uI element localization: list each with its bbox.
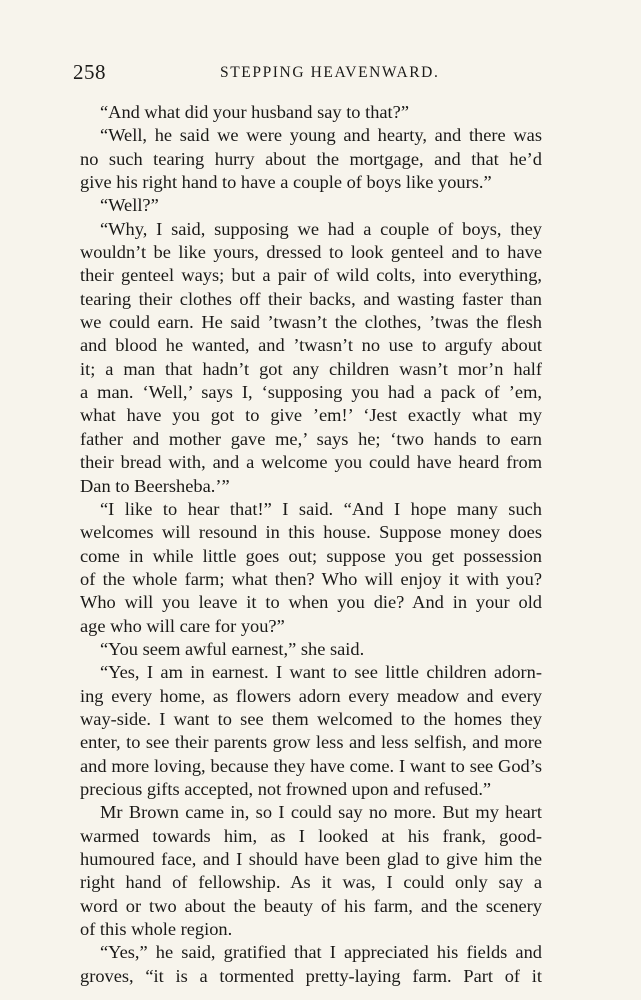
text-line: ing every home, as flowers adorn every meadow and every — [80, 685, 542, 706]
running-title: STEPPING HEAVENWARD. — [220, 64, 440, 81]
text-line: it; a man that hadn’t got any children wasn’t mor’n half — [80, 358, 542, 379]
text-line: father and mother gave me,’ says he; ‘two hands to earn — [80, 428, 542, 449]
body-text — [80, 101, 542, 988]
text-line: their genteel ways; but a pair of wild colts, into everything, — [80, 265, 542, 286]
text-line: Dan to Beersheba.’” — [80, 475, 230, 496]
text-line: humoured face, and I should have been glad to give him the — [80, 849, 542, 869]
text-line: their bread with, and a welcome you could have heard from — [80, 452, 542, 473]
text-line: of this whole region. — [80, 919, 233, 940]
text-line: tearing their clothes off their backs, and wasting faster than — [80, 288, 542, 309]
text-line: groves, “it is a tormented pretty-laying farm. Part of it — [80, 965, 542, 986]
text-line: “Well?” — [100, 195, 159, 216]
text-line: “And what did your husband say to that?” — [100, 102, 409, 122]
text-line: right hand of fellowship. As it was, I could only say a — [80, 872, 542, 893]
page-number: 258 — [73, 60, 106, 84]
text-line: “Why, I said, supposing we had a couple of boys, they — [100, 218, 542, 239]
text-line: and more loving, because they have come. I want to see God’s — [80, 755, 542, 776]
text-line: age who will care for you?” — [80, 615, 285, 636]
text-line: enter, to see their parents grow less and less selfish, and more — [80, 732, 542, 753]
text-line: “Yes,” he said, gratified that I appreciated his fields and — [100, 942, 542, 963]
page-header — [73, 60, 548, 90]
text-line: we could earn. He said ’twasn’t the clothes, ’twas the flesh — [80, 312, 542, 333]
text-line: and blood he wanted, and ’twasn’t no use to argufy about — [80, 335, 542, 356]
text-line: Who will you leave it to when you die? And in your old — [80, 592, 542, 613]
text-line: precious gifts accepted, not frowned upon and refused.” — [80, 778, 492, 799]
text-line: “Yes, I am in earnest. I want to see little children adorn- — [100, 662, 542, 683]
text-line: way-side. I want to see them welcomed to the homes they — [80, 708, 542, 729]
text-line: give his right hand to have a couple of boys like yours.” — [80, 172, 492, 193]
text-line: wouldn’t be like yours, dressed to look genteel and to have — [80, 242, 542, 263]
text-line: what have you got to give ’em!’ ‘Jest exactly what my — [80, 405, 542, 426]
text-line: “You seem awful earnest,” she said. — [100, 638, 365, 659]
text-line: come in while little goes out; suppose you get possession — [80, 545, 542, 566]
text-line: welcomes will resound in this house. Suppose money does — [80, 522, 542, 543]
text-line: Mr Brown came in, so I could say no more. But my heart — [100, 802, 542, 823]
text-line: a man. ‘Well,’ says I, ‘supposing you had a pack of ’em, — [80, 382, 542, 403]
text-line: “Well, he said we were young and hearty, and there was — [100, 125, 542, 146]
text-line: warmed towards him, as I looked at his frank, good- — [80, 825, 542, 846]
text-line: word or two about the beauty of his farm, and the scenery — [80, 895, 542, 916]
text-line: “I like to hear that!” I said. “And I hope many such — [100, 498, 542, 519]
text-line: no such tearing hurry about the mortgage, and that he’d — [80, 148, 542, 169]
text-line: of the whole farm; what then? Who will enjoy it with you? — [80, 568, 542, 589]
